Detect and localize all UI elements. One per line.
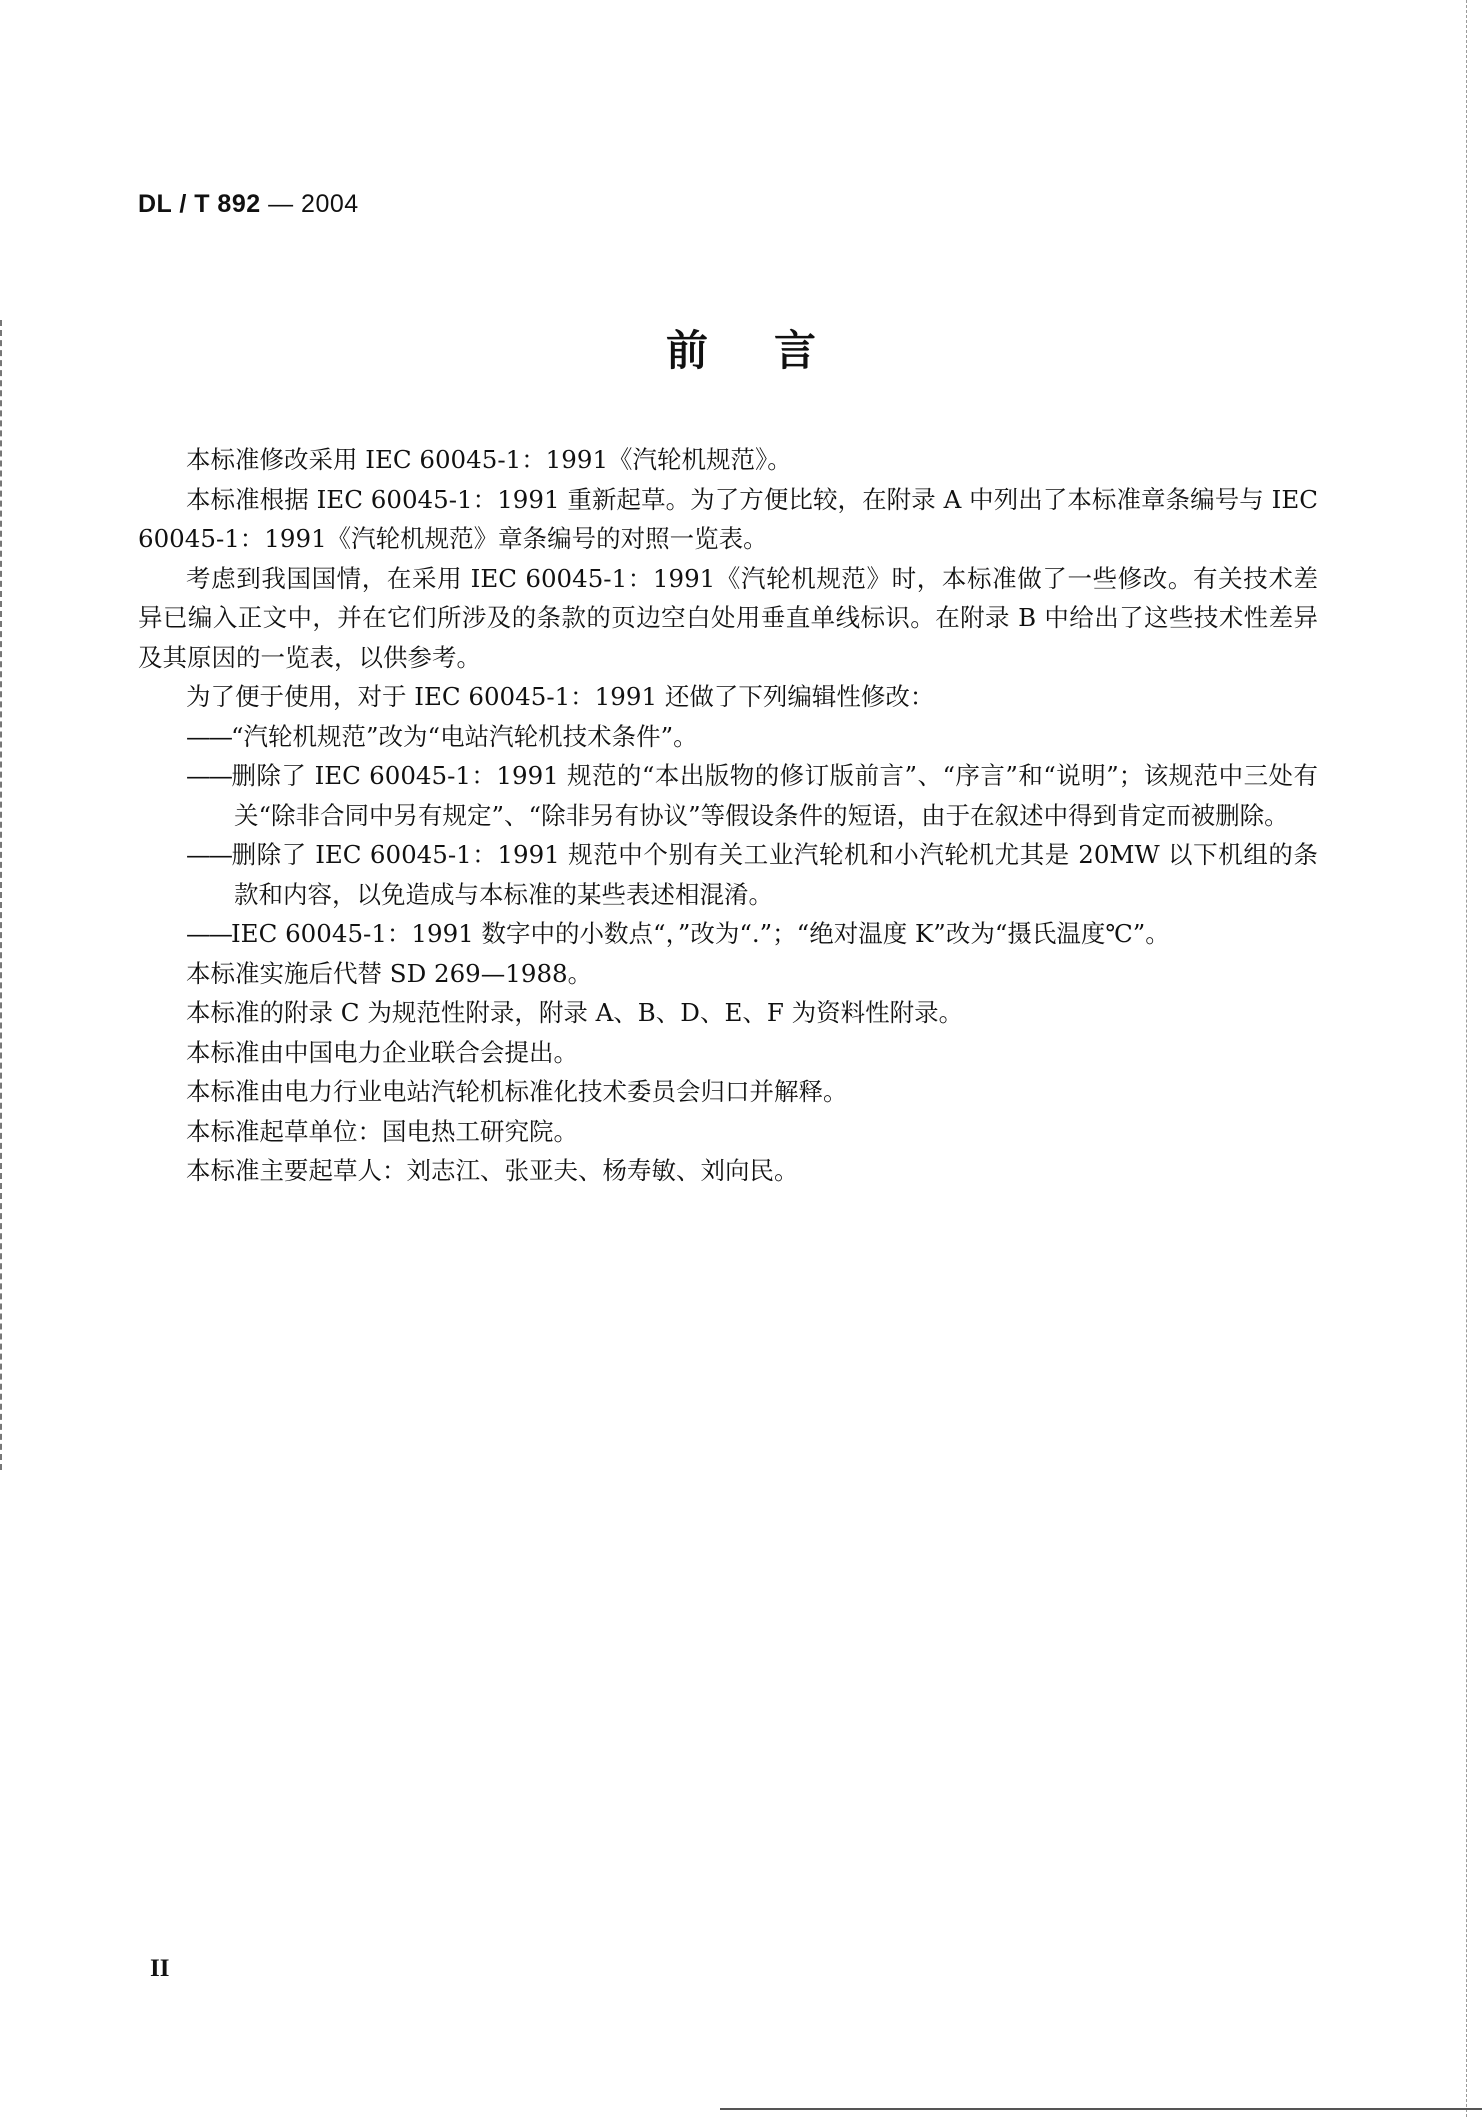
paragraph: 本标准由电力行业电站汽轮机标准化技术委员会归口并解释。	[186, 1077, 848, 1106]
edit-item-text: “汽轮机规范”改为“电站汽轮机技术条件”。	[231, 721, 698, 751]
dash-marker: ——	[186, 721, 231, 751]
paragraph: 为了便于使用，对于 IEC 60045-1：1991 还做了下列编辑性修改：	[186, 682, 935, 711]
page-number: II	[150, 1955, 170, 1982]
paragraph: 考虑到我国国情，在采用 IEC 60045-1：1991《汽轮机规范》时，本标准做了一些修改。有关技术差异已编入正文中，并在它们所涉及的条款的页边空白处用垂直单线标识。在附录 B 中给出了这些技术性差异及其原因的一览表，以供参考。	[138, 563, 1318, 672]
paragraph: 本标准根据 IEC 60045-1：1991 重新起草。为了方便比较，在附录 A 中列出了本标准章条编号与 IEC 60045-1：1991《汽轮机规范》章条编号的对照一览表。	[138, 484, 1318, 553]
edit-item-text: 删除了 IEC 60045-1：1991 规范中个别有关工业汽轮机和小汽轮机尤其是 20MW 以下机组的条款和内容，以免造成与本标准的某些表述相混淆。	[231, 840, 1318, 909]
edit-item	[138, 756, 1318, 835]
scan-edge-left	[0, 320, 4, 1470]
paragraph: 本标准的附录 C 为规范性附录，附录 A、B、D、E、F 为资料性附录。	[186, 998, 964, 1027]
edit-item	[138, 914, 1318, 954]
dash-marker: ——	[186, 919, 231, 948]
paragraph: 本标准由中国电力企业联合会提出。	[186, 1037, 578, 1067]
scan-edge-bottom	[720, 2108, 1482, 2111]
standard-year: — 2004	[268, 190, 359, 218]
foreword-body	[138, 440, 1318, 1191]
standard-number-header	[138, 190, 359, 219]
dash-marker: ——	[186, 840, 231, 869]
paragraph: 本标准起草单位：国电热工研究院。	[186, 1116, 578, 1146]
paragraph: 本标准修改采用 IEC 60045-1：1991《汽轮机规范》。	[186, 445, 792, 474]
paragraph: 本标准实施后代替 SD 269—1988。	[186, 958, 593, 988]
edit-item	[138, 717, 1318, 757]
edit-item-text: 删除了 IEC 60045-1：1991 规范的“本出版物的修订版前言”、“序言”和“说明”；该规范中三处有关“除非合同中另有规定”、“除非另有协议”等假设条件的短语，由于在叙述中得到肯定而被删除。	[231, 761, 1318, 830]
standard-prefix: DL / T 892	[138, 190, 261, 218]
paragraph: 本标准主要起草人：刘志江、张亚夫、杨寿敏、刘向民。	[186, 1156, 799, 1185]
edit-item-text: IEC 60045-1：1991 数字中的小数点“，”改为“.”；“绝对温度 K”改为“摄氏温度℃”。	[231, 919, 1170, 948]
page-title: 前言	[665, 326, 882, 375]
edit-item	[138, 835, 1318, 914]
dash-marker: ——	[186, 761, 231, 790]
